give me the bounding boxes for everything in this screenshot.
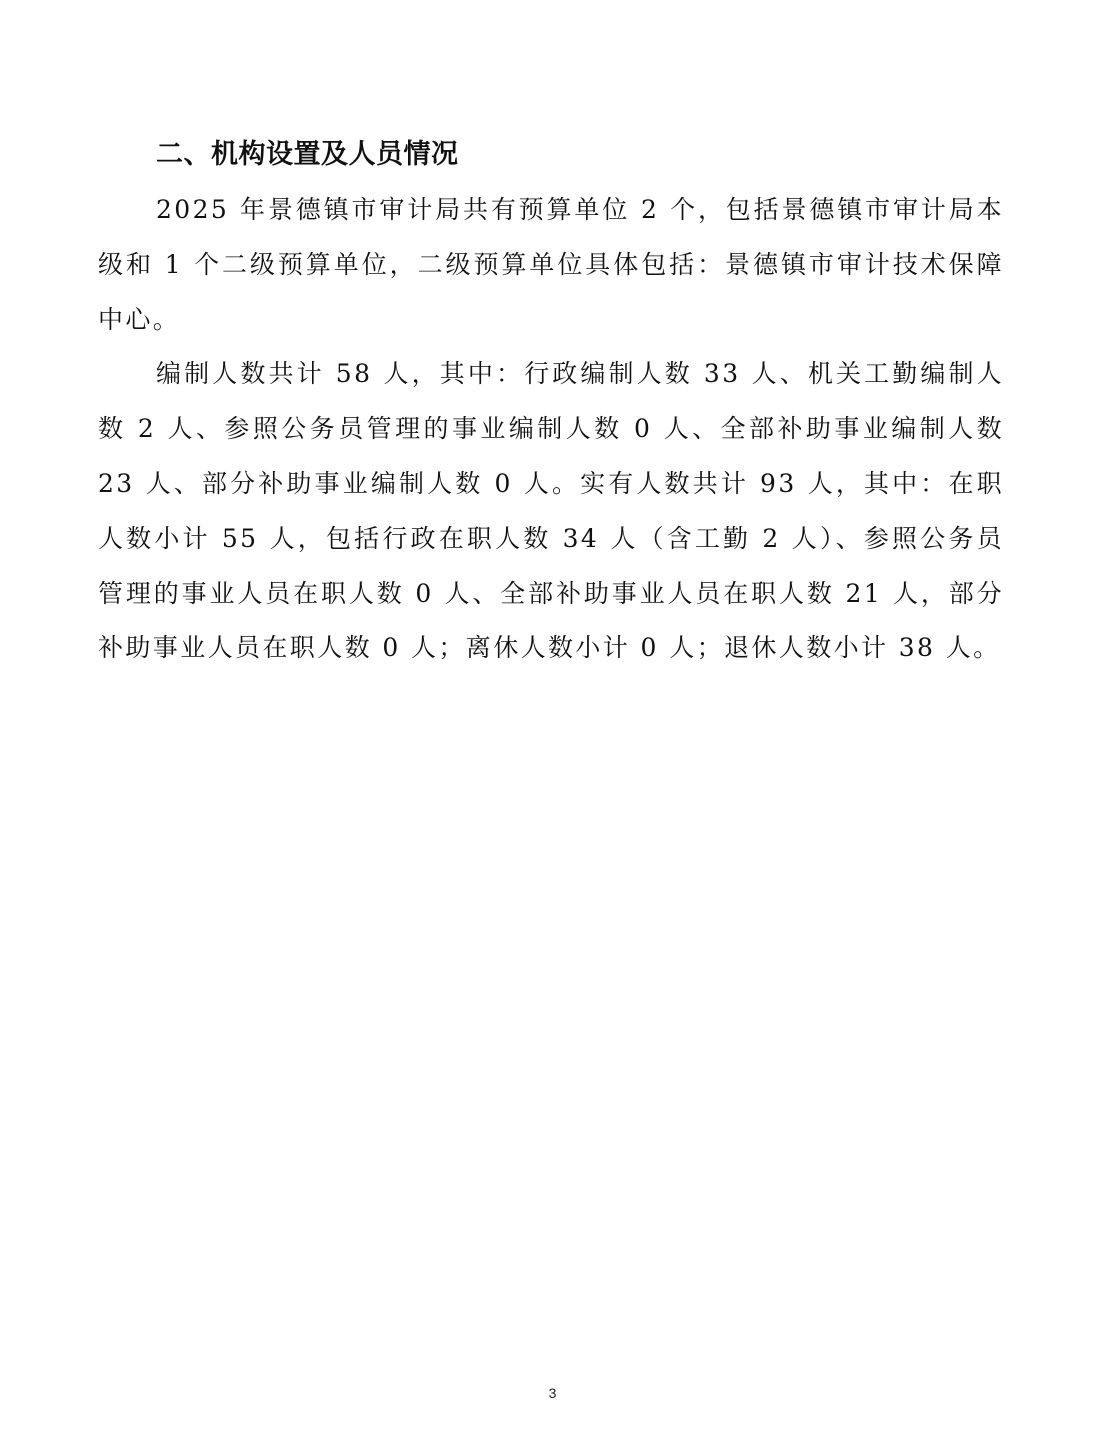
paragraph-staffing: 编制人数共计 58 人，其中：行政编制人数 33 人、机关工勤编制人数 2 人、参照公务员管理的事业编制人数 0 人、全部补助事业编制人数 23 人、部分补助事业编制人数 0 人。实有人数共计 93 人，其中：在职人数小计 55 人，包括行政在职人数 34 人（含工勤 2 人）、参照公务员管理的事业人员在职人数 0 人、全部补助事业人员在职人数 21 人，部分补助事业人员在职人数 0 人；离休人数小计 0 人；退休人数小计 38 人。: [98, 359, 1004, 663]
page-content: [98, 133, 1004, 676]
section-heading: 二、机构设置及人员情况: [156, 139, 459, 170]
page-number: 3: [548, 1385, 557, 1401]
paragraph-budget-units: 2025 年景德镇市审计局共有预算单位 2 个，包括景德镇市审计局本级和 1 个二级预算单位，二级预算单位具体包括：景德镇市审计技术保障中心。: [98, 195, 1004, 334]
